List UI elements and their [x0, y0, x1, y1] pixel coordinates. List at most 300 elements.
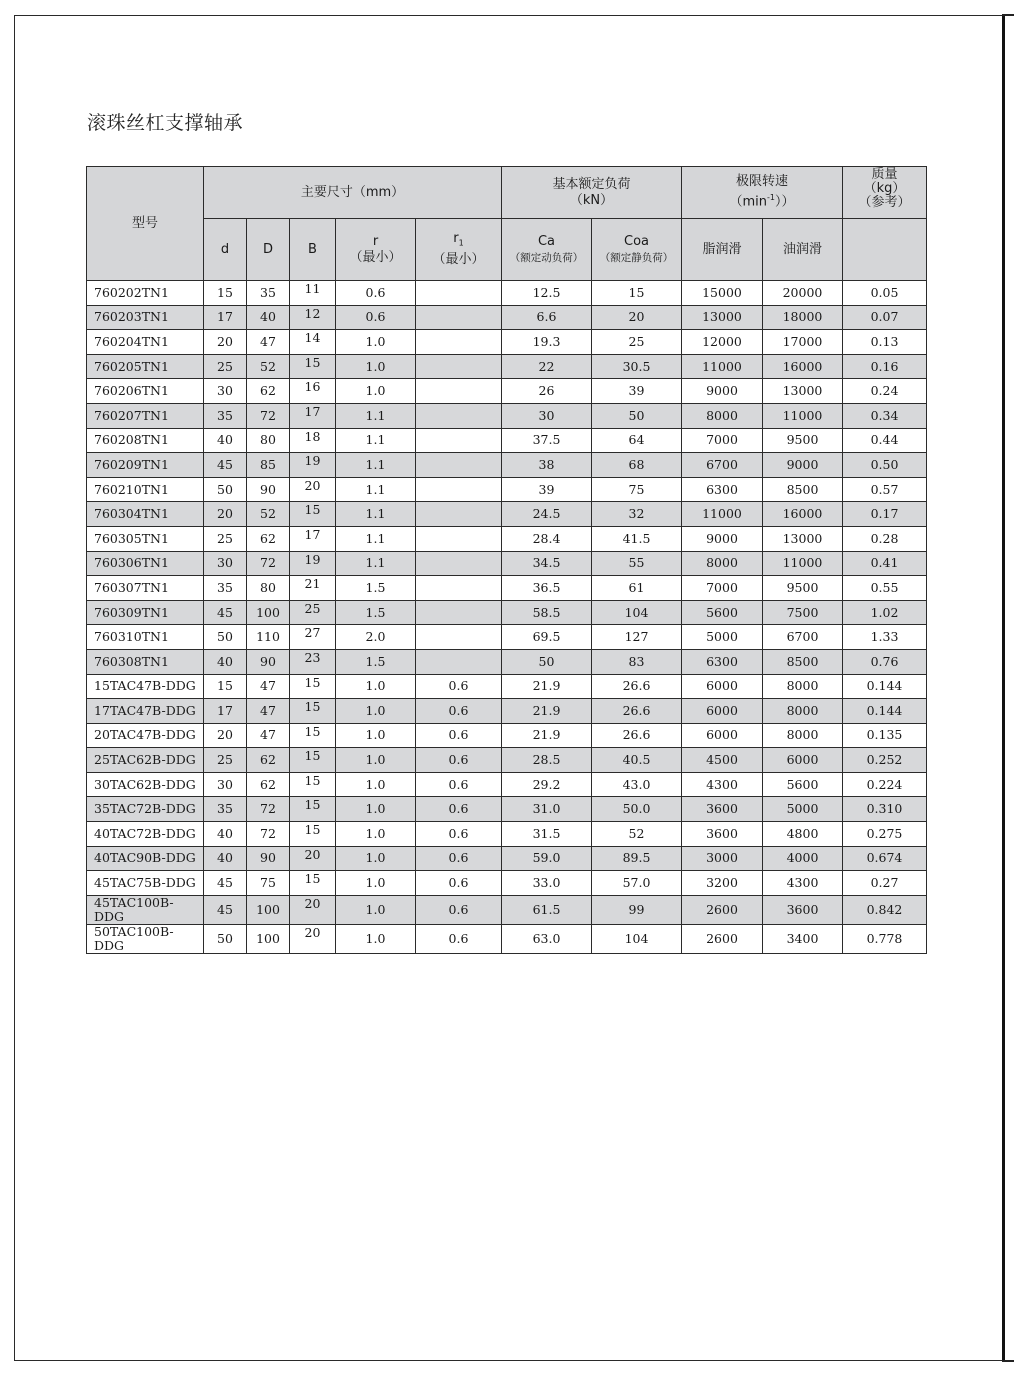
cell-r: 1.0 — [336, 330, 416, 355]
cell-model: 17TAC47B-DDG — [87, 699, 204, 724]
cell-ca: 6.6 — [502, 305, 592, 330]
cell-grease: 8000 — [682, 403, 763, 428]
cell-mass: 0.34 — [843, 403, 927, 428]
cell-mass: 0.41 — [843, 551, 927, 576]
cell-grease: 11000 — [682, 502, 763, 527]
cell-D: 62 — [247, 379, 290, 404]
cell-grease: 7000 — [682, 428, 763, 453]
cell-oil: 9000 — [763, 453, 843, 478]
cell-coa: 50.0 — [592, 797, 682, 822]
table-row — [87, 797, 927, 822]
cell-grease: 13000 — [682, 305, 763, 330]
cell-D: 52 — [247, 502, 290, 527]
cell-r: 1.0 — [336, 895, 416, 924]
cell-D: 75 — [247, 871, 290, 896]
cell-B: 15 — [290, 723, 336, 748]
cell-coa: 32 — [592, 502, 682, 527]
cell-model: 760208TN1 — [87, 428, 204, 453]
cell-r: 1.0 — [336, 871, 416, 896]
table-row — [87, 699, 927, 724]
cell-ca: 22 — [502, 354, 592, 379]
cell-d: 50 — [204, 477, 247, 502]
cell-model: 760204TN1 — [87, 330, 204, 355]
cell-B: 19 — [290, 551, 336, 576]
header-main-dims: 主要尺寸（mm） — [204, 167, 502, 219]
cell-r1: 0.6 — [416, 723, 502, 748]
cell-r: 1.0 — [336, 379, 416, 404]
cell-B: 20 — [290, 895, 336, 924]
cell-d: 50 — [204, 924, 247, 953]
cell-oil: 9500 — [763, 428, 843, 453]
cell-grease: 2600 — [682, 895, 763, 924]
cell-model: 760307TN1 — [87, 576, 204, 601]
cell-ca: 26 — [502, 379, 592, 404]
cell-B: 15 — [290, 748, 336, 773]
cell-coa: 50 — [592, 403, 682, 428]
cell-model: 760308TN1 — [87, 649, 204, 674]
cell-model: 40TAC90B-DDG — [87, 846, 204, 871]
cell-oil: 17000 — [763, 330, 843, 355]
cell-r1: 0.6 — [416, 674, 502, 699]
cell-d: 25 — [204, 354, 247, 379]
cell-D: 80 — [247, 428, 290, 453]
header-oil: 油润滑 — [763, 219, 843, 281]
cell-mass: 0.778 — [843, 924, 927, 953]
cell-r: 0.6 — [336, 281, 416, 306]
table-body — [87, 281, 927, 954]
cell-d: 35 — [204, 576, 247, 601]
cell-mass: 0.05 — [843, 281, 927, 306]
cell-r1 — [416, 502, 502, 527]
header-r1-note: （最小） — [432, 251, 485, 267]
cell-r1: 0.6 — [416, 822, 502, 847]
table-row — [87, 330, 927, 355]
table-row — [87, 822, 927, 847]
header-D: D — [247, 219, 290, 281]
header-ca — [502, 219, 592, 281]
cell-d: 20 — [204, 502, 247, 527]
header-r1-label — [416, 231, 501, 252]
cell-oil: 16000 — [763, 354, 843, 379]
cell-mass: 0.17 — [843, 502, 927, 527]
cell-D: 100 — [247, 600, 290, 625]
cell-coa: 68 — [592, 453, 682, 478]
cell-r1 — [416, 477, 502, 502]
cell-ca: 36.5 — [502, 576, 592, 601]
cell-ca: 19.3 — [502, 330, 592, 355]
cell-B: 21 — [290, 576, 336, 601]
cell-r: 1.0 — [336, 699, 416, 724]
cell-ca: 69.5 — [502, 625, 592, 650]
cell-ca: 31.5 — [502, 822, 592, 847]
header-r1-sub: 1 — [458, 238, 464, 248]
header-grease: 脂润滑 — [682, 219, 763, 281]
cell-model: 20TAC47B-DDG — [87, 723, 204, 748]
cell-oil: 6700 — [763, 625, 843, 650]
cell-oil: 8000 — [763, 674, 843, 699]
cell-mass: 0.674 — [843, 846, 927, 871]
cell-r1 — [416, 305, 502, 330]
cell-D: 62 — [247, 772, 290, 797]
cell-coa: 20 — [592, 305, 682, 330]
cell-r: 2.0 — [336, 625, 416, 650]
cell-r1: 0.6 — [416, 895, 502, 924]
cell-mass: 0.144 — [843, 699, 927, 724]
cell-r: 1.0 — [336, 723, 416, 748]
header-r1 — [416, 219, 502, 281]
cell-r1 — [416, 281, 502, 306]
cell-mass: 0.135 — [843, 723, 927, 748]
cell-mass: 0.28 — [843, 526, 927, 551]
header-load-label: 基本额定负荷 — [552, 176, 631, 192]
cell-coa: 41.5 — [592, 526, 682, 551]
header-speed-label: 极限转速 — [735, 174, 788, 190]
cell-r: 1.0 — [336, 822, 416, 847]
cell-oil: 11000 — [763, 403, 843, 428]
table-row — [87, 723, 927, 748]
cell-D: 80 — [247, 576, 290, 601]
cell-d: 30 — [204, 379, 247, 404]
cell-D: 35 — [247, 281, 290, 306]
cell-d: 45 — [204, 895, 247, 924]
cell-model: 45TAC75B-DDG — [87, 871, 204, 896]
cell-r1 — [416, 453, 502, 478]
cell-B: 12 — [290, 305, 336, 330]
cell-B: 20 — [290, 477, 336, 502]
cell-model: 760305TN1 — [87, 526, 204, 551]
cell-d: 15 — [204, 674, 247, 699]
cell-coa: 52 — [592, 822, 682, 847]
cell-d: 35 — [204, 797, 247, 822]
cell-oil: 6000 — [763, 748, 843, 773]
table-row — [87, 748, 927, 773]
cell-ca: 21.9 — [502, 699, 592, 724]
table-row — [87, 924, 927, 953]
speed-unit-pre: （min — [729, 194, 767, 210]
cell-d: 50 — [204, 625, 247, 650]
cell-coa: 26.6 — [592, 674, 682, 699]
cell-coa: 25 — [592, 330, 682, 355]
cell-ca: 63.0 — [502, 924, 592, 953]
cell-model: 30TAC62B-DDG — [87, 772, 204, 797]
cell-coa: 30.5 — [592, 354, 682, 379]
cell-r1 — [416, 551, 502, 576]
cell-model: 760304TN1 — [87, 502, 204, 527]
cell-coa: 15 — [592, 281, 682, 306]
cell-B: 11 — [290, 281, 336, 306]
cell-ca: 30 — [502, 403, 592, 428]
cell-d: 45 — [204, 453, 247, 478]
header-model: 型号 — [87, 167, 204, 281]
cell-r: 1.0 — [336, 924, 416, 953]
table-row — [87, 871, 927, 896]
cell-ca: 21.9 — [502, 674, 592, 699]
table-row — [87, 526, 927, 551]
cell-grease: 15000 — [682, 281, 763, 306]
cell-r: 1.1 — [336, 551, 416, 576]
cell-mass: 0.57 — [843, 477, 927, 502]
header-mass — [843, 167, 927, 219]
cell-r1: 0.6 — [416, 846, 502, 871]
cell-d: 45 — [204, 871, 247, 896]
cell-B: 15 — [290, 354, 336, 379]
cell-r1 — [416, 330, 502, 355]
cell-model: 760210TN1 — [87, 477, 204, 502]
cell-oil: 8000 — [763, 699, 843, 724]
cell-mass: 0.275 — [843, 822, 927, 847]
cell-oil: 9500 — [763, 576, 843, 601]
cell-model: 760203TN1 — [87, 305, 204, 330]
cell-d: 20 — [204, 723, 247, 748]
cell-model: 25TAC62B-DDG — [87, 748, 204, 773]
cell-D: 62 — [247, 748, 290, 773]
cell-mass: 0.224 — [843, 772, 927, 797]
cell-oil: 3400 — [763, 924, 843, 953]
cell-ca: 34.5 — [502, 551, 592, 576]
cell-B: 15 — [290, 502, 336, 527]
cell-r1: 0.6 — [416, 748, 502, 773]
cell-grease: 6000 — [682, 723, 763, 748]
cell-D: 40 — [247, 305, 290, 330]
cell-D: 47 — [247, 674, 290, 699]
cell-B: 15 — [290, 822, 336, 847]
table-row — [87, 403, 927, 428]
cell-mass: 0.310 — [843, 797, 927, 822]
cell-D: 47 — [247, 699, 290, 724]
cell-r: 1.0 — [336, 354, 416, 379]
cell-model: 760206TN1 — [87, 379, 204, 404]
cell-D: 47 — [247, 723, 290, 748]
cell-D: 85 — [247, 453, 290, 478]
cell-r: 0.6 — [336, 305, 416, 330]
cell-d: 40 — [204, 428, 247, 453]
cell-ca: 28.4 — [502, 526, 592, 551]
cell-r1 — [416, 379, 502, 404]
cell-grease: 5000 — [682, 625, 763, 650]
cell-grease: 2600 — [682, 924, 763, 953]
header-speed-unit — [682, 190, 842, 210]
cell-coa: 64 — [592, 428, 682, 453]
cell-B: 18 — [290, 428, 336, 453]
cell-B: 20 — [290, 924, 336, 953]
header-r-note: （最小） — [349, 249, 402, 265]
cell-oil: 11000 — [763, 551, 843, 576]
cell-r1 — [416, 403, 502, 428]
cell-grease: 9000 — [682, 379, 763, 404]
cell-D: 72 — [247, 797, 290, 822]
cell-B: 15 — [290, 871, 336, 896]
header-load-unit: （kN） — [569, 192, 614, 208]
cell-coa: 57.0 — [592, 871, 682, 896]
cell-r: 1.1 — [336, 477, 416, 502]
cell-coa: 104 — [592, 924, 682, 953]
cell-model: 760309TN1 — [87, 600, 204, 625]
page-frame-right-edge — [1002, 14, 1005, 1362]
cell-ca: 24.5 — [502, 502, 592, 527]
table-row — [87, 453, 927, 478]
cell-D: 100 — [247, 924, 290, 953]
cell-grease: 6300 — [682, 477, 763, 502]
cell-r1 — [416, 526, 502, 551]
cell-B: 25 — [290, 600, 336, 625]
cell-model: 760209TN1 — [87, 453, 204, 478]
cell-ca: 39 — [502, 477, 592, 502]
cell-mass: 0.27 — [843, 871, 927, 896]
table-row — [87, 772, 927, 797]
cell-D: 72 — [247, 551, 290, 576]
cell-r: 1.1 — [336, 428, 416, 453]
cell-D: 110 — [247, 625, 290, 650]
cell-r: 1.5 — [336, 600, 416, 625]
cell-d: 17 — [204, 305, 247, 330]
cell-r: 1.1 — [336, 403, 416, 428]
table-row — [87, 846, 927, 871]
cell-D: 72 — [247, 403, 290, 428]
cell-ca: 58.5 — [502, 600, 592, 625]
header-coa-label: Coa — [624, 233, 649, 249]
speed-unit-sup: -1 — [767, 193, 775, 203]
cell-oil: 8500 — [763, 649, 843, 674]
table-row — [87, 600, 927, 625]
cell-oil: 20000 — [763, 281, 843, 306]
cell-r: 1.1 — [336, 526, 416, 551]
header-mass-label: 质量 — [871, 167, 898, 182]
header-row-2 — [87, 219, 927, 281]
cell-grease: 4300 — [682, 772, 763, 797]
cell-d: 20 — [204, 330, 247, 355]
cell-B: 27 — [290, 625, 336, 650]
cell-mass: 0.252 — [843, 748, 927, 773]
table-row — [87, 576, 927, 601]
cell-ca: 21.9 — [502, 723, 592, 748]
cell-r1 — [416, 428, 502, 453]
cell-grease: 7000 — [682, 576, 763, 601]
header-coa — [592, 219, 682, 281]
cell-oil: 18000 — [763, 305, 843, 330]
cell-ca: 28.5 — [502, 748, 592, 773]
table-row — [87, 551, 927, 576]
page-frame-top-tick — [1002, 14, 1014, 16]
cell-model: 15TAC47B-DDG — [87, 674, 204, 699]
cell-B: 15 — [290, 772, 336, 797]
cell-d: 40 — [204, 649, 247, 674]
header-r1-base: r — [453, 231, 459, 247]
cell-coa: 83 — [592, 649, 682, 674]
header-mass-unit: （kg） — [863, 181, 906, 196]
cell-r1: 0.6 — [416, 924, 502, 953]
cell-model: 760205TN1 — [87, 354, 204, 379]
cell-r1: 0.6 — [416, 871, 502, 896]
cell-grease: 11000 — [682, 354, 763, 379]
cell-model: 50TAC100B-DDG — [87, 924, 204, 953]
cell-mass: 0.07 — [843, 305, 927, 330]
cell-ca: 37.5 — [502, 428, 592, 453]
cell-model: 760207TN1 — [87, 403, 204, 428]
cell-ca: 29.2 — [502, 772, 592, 797]
cell-r: 1.5 — [336, 576, 416, 601]
cell-coa: 89.5 — [592, 846, 682, 871]
header-load — [502, 167, 682, 219]
cell-r: 1.0 — [336, 797, 416, 822]
table-row — [87, 895, 927, 924]
cell-grease: 12000 — [682, 330, 763, 355]
cell-r1 — [416, 649, 502, 674]
cell-model: 40TAC72B-DDG — [87, 822, 204, 847]
cell-D: 90 — [247, 477, 290, 502]
cell-d: 40 — [204, 822, 247, 847]
cell-ca: 50 — [502, 649, 592, 674]
cell-grease: 6000 — [682, 674, 763, 699]
cell-r: 1.0 — [336, 748, 416, 773]
cell-model: 760306TN1 — [87, 551, 204, 576]
cell-d: 45 — [204, 600, 247, 625]
cell-D: 47 — [247, 330, 290, 355]
cell-B: 23 — [290, 649, 336, 674]
cell-grease: 8000 — [682, 551, 763, 576]
cell-oil: 13000 — [763, 379, 843, 404]
cell-oil: 5000 — [763, 797, 843, 822]
cell-oil: 16000 — [763, 502, 843, 527]
cell-mass: 1.02 — [843, 600, 927, 625]
header-B: B — [290, 219, 336, 281]
header-d: d — [204, 219, 247, 281]
header-row-1 — [87, 167, 927, 219]
cell-r: 1.1 — [336, 453, 416, 478]
cell-grease: 5600 — [682, 600, 763, 625]
cell-grease: 3200 — [682, 871, 763, 896]
cell-oil: 13000 — [763, 526, 843, 551]
table-row — [87, 502, 927, 527]
cell-coa: 104 — [592, 600, 682, 625]
cell-B: 20 — [290, 846, 336, 871]
cell-r1: 0.6 — [416, 699, 502, 724]
cell-B: 14 — [290, 330, 336, 355]
cell-r: 1.1 — [336, 502, 416, 527]
cell-mass: 0.76 — [843, 649, 927, 674]
cell-B: 17 — [290, 403, 336, 428]
table-row — [87, 674, 927, 699]
cell-D: 62 — [247, 526, 290, 551]
cell-grease: 6000 — [682, 699, 763, 724]
cell-r1 — [416, 354, 502, 379]
cell-D: 90 — [247, 649, 290, 674]
cell-r: 1.0 — [336, 772, 416, 797]
cell-d: 40 — [204, 846, 247, 871]
header-r-label: r — [372, 233, 379, 249]
cell-D: 100 — [247, 895, 290, 924]
table-row — [87, 477, 927, 502]
cell-d: 30 — [204, 551, 247, 576]
cell-oil: 7500 — [763, 600, 843, 625]
cell-model: 760202TN1 — [87, 281, 204, 306]
cell-coa: 99 — [592, 895, 682, 924]
cell-r1: 0.6 — [416, 797, 502, 822]
cell-grease: 6700 — [682, 453, 763, 478]
cell-grease: 3000 — [682, 846, 763, 871]
cell-D: 52 — [247, 354, 290, 379]
bearing-spec-table — [86, 166, 927, 954]
cell-coa: 43.0 — [592, 772, 682, 797]
page-frame-bottom-tick — [1002, 1360, 1014, 1362]
cell-B: 15 — [290, 797, 336, 822]
cell-d: 17 — [204, 699, 247, 724]
cell-model: 45TAC100B-DDG — [87, 895, 204, 924]
cell-ca: 12.5 — [502, 281, 592, 306]
cell-coa: 75 — [592, 477, 682, 502]
cell-r1 — [416, 600, 502, 625]
cell-mass: 0.50 — [843, 453, 927, 478]
cell-mass: 0.24 — [843, 379, 927, 404]
